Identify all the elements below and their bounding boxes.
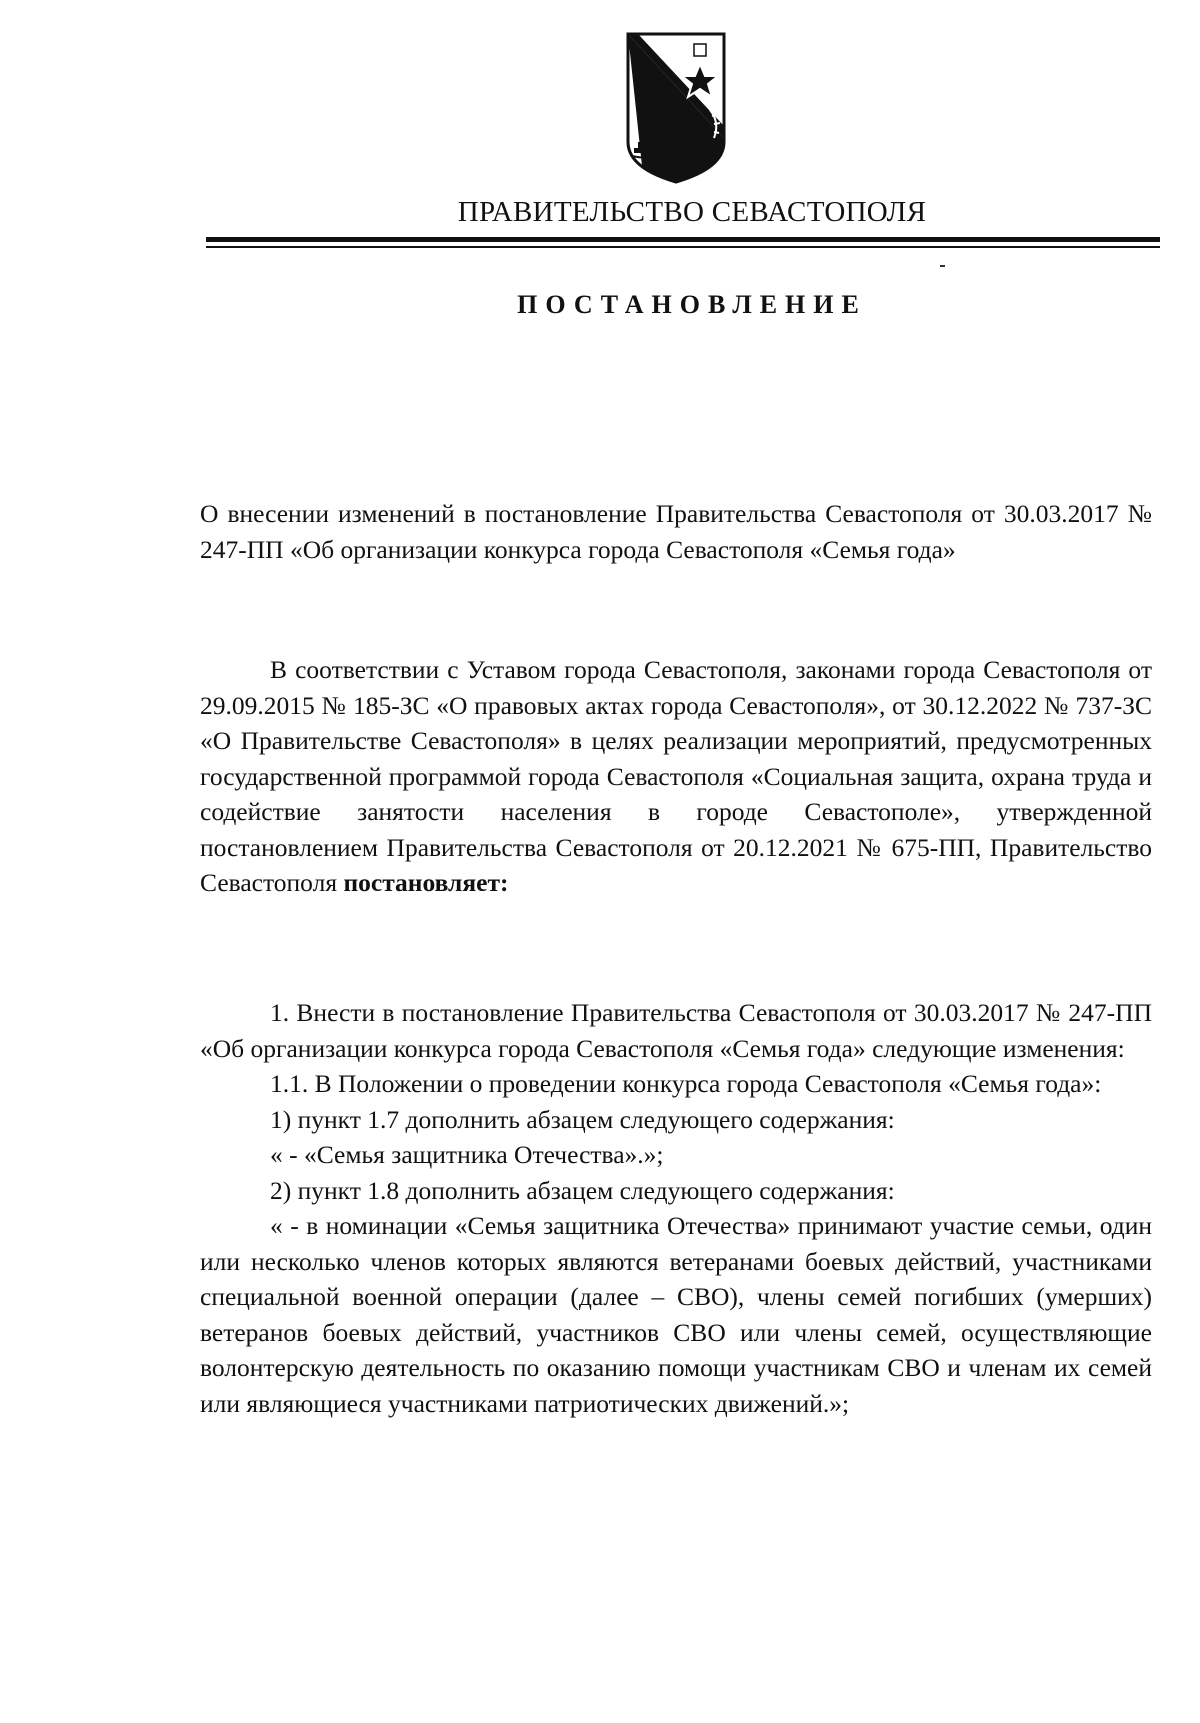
subject-text: О внесении изменений в постановление Правительства Севастополя от 30.03.2017 № 247-ПП «Об организации конкурса города Севастополя «Семья года» <box>200 499 1152 564</box>
item-1-1-1-quote: « - «Семья защитника Отечества».»; <box>270 1140 664 1169</box>
header-rule-thin <box>206 246 1160 248</box>
header-mark <box>940 265 945 267</box>
government-title: ПРАВИТЕЛЬСТВО СЕВАСТОПОЛЯ <box>457 196 927 228</box>
sevastopol-coat-of-arms-icon <box>624 30 728 185</box>
item-1-1: 1.1. В Положении о проведении конкурса города Севастополя «Семья года»: <box>270 1069 1102 1098</box>
item-1-1-1: 1) пункт 1.7 дополнить абзацем следующего содержания: <box>270 1104 895 1134</box>
preamble-text: В соответствии с Уставом города Севастополя, законами города Севастополя от 29.09.2015 № 185-ЗС «О правовых актах города Севастополя», от 30.12.2022 № 737-ЗС «О Правительстве Севастополя» в целях реализации мероприятий, предусмотренных государственной программой города Севастополя «Социальная защита, охрана труда и содействие занятости населения в городе Севастополе», утвержденной постановлением Правительства Севастополя от 20.12.2021 № 675-ПП, Правительство Севастополя <box>200 655 1152 897</box>
item-1-1-2-quote: « - в номинации «Семья защитника Отечества» принимают участие семьи, один или несколько членов которых являются ветеранами боевых действий, участниками специальной военной операции (далее – СВО), члены семей погибших (умерших) ветеранов боевых действий, участников СВО или члены семей, осуществляющие волонтерскую деятельность по оказанию помощи участникам СВО и членам их семей или являющиеся участниками патриотических движений.»; <box>200 1211 1152 1418</box>
resolution-items <box>200 995 1152 1421</box>
document-type-heading: ПОСТАНОВЛЕНИЕ <box>517 290 867 319</box>
header-rule-thick <box>206 237 1160 242</box>
decree-word: постановляет: <box>343 868 509 897</box>
item-1-1-2: 2) пункт 1.8 дополнить абзацем следующего содержания: <box>270 1175 895 1205</box>
document-subject <box>200 496 1152 567</box>
preamble <box>200 652 1152 901</box>
item-1: 1. Внести в постановление Правительства Севастополя от 30.03.2017 № 247-ПП «Об организации конкурса города Севастополя «Семья года» следующие изменения: <box>200 998 1152 1063</box>
preamble-paragraph <box>200 652 1152 901</box>
